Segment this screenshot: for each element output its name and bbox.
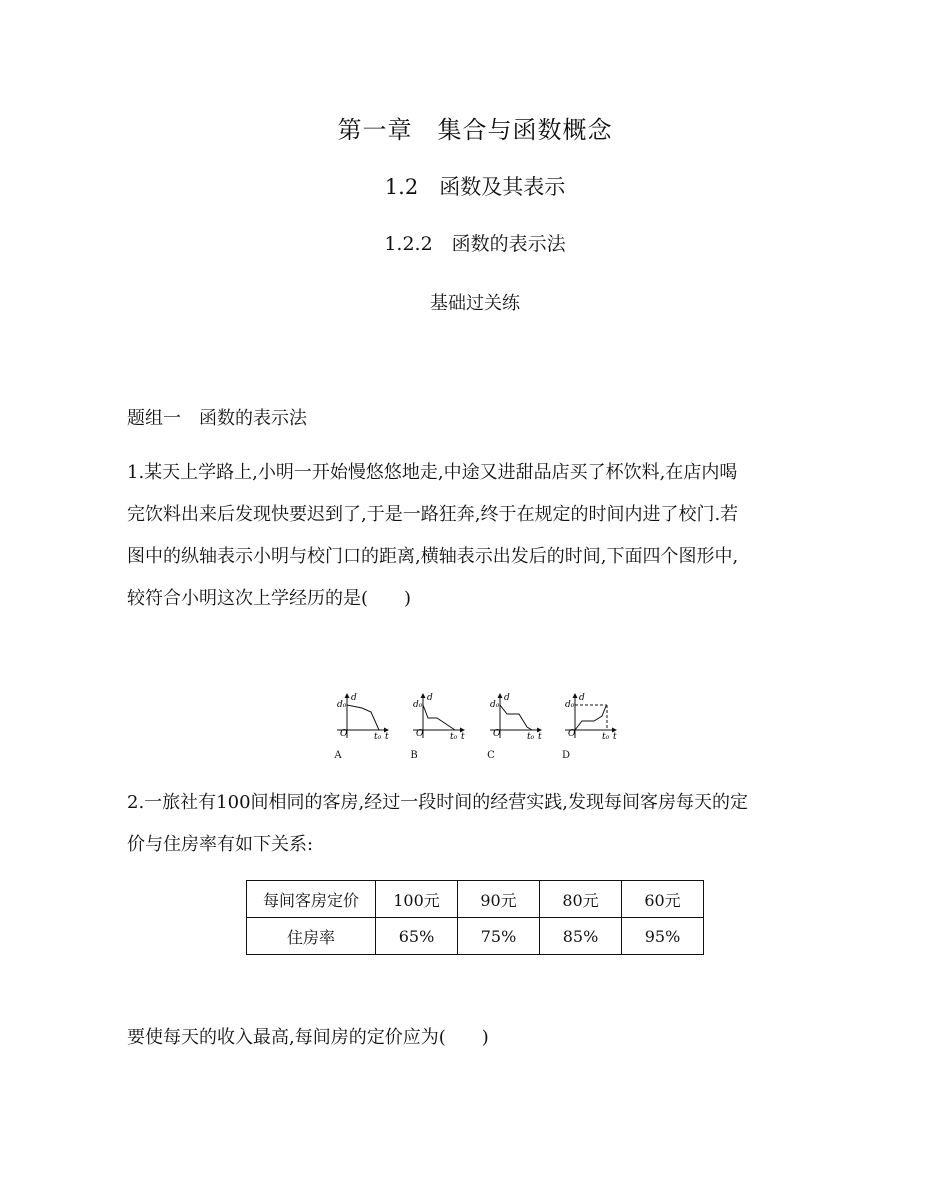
graph-option-a <box>334 690 398 770</box>
option-label-a: A <box>334 750 342 761</box>
d0-label: d₀ <box>337 700 347 710</box>
table-cell: 85% <box>540 918 622 955</box>
t-axis-label: t <box>461 732 465 742</box>
graph-d-plot <box>562 690 626 740</box>
chapter-title: 第一章 集合与函数概念 <box>337 116 613 144</box>
t0-label: t₀ <box>527 732 535 742</box>
table-cell: 95% <box>622 918 704 955</box>
question-2-text <box>127 782 827 866</box>
question-1-line: 较符合小明这次上学经历的是( ) <box>127 588 412 609</box>
table-cell: 65% <box>376 918 458 955</box>
question-1-line: 完饮料出来后发现快要迟到了,于是一路狂奔,终于在规定的时间内进了校门.若 <box>127 504 739 525</box>
graph-b-plot <box>410 690 474 740</box>
t0-label: t₀ <box>374 732 382 742</box>
question-2-prompt: 要使每天的收入最高,每间房的定价应为( ) <box>127 1027 489 1048</box>
option-label-c: C <box>487 750 495 761</box>
graph-option-c <box>487 690 551 770</box>
t-axis-label: t <box>385 732 389 742</box>
graph-c-plot <box>487 690 551 740</box>
d-axis-label: d <box>579 693 585 703</box>
origin-label: O <box>340 729 348 739</box>
question-2-line: 2.一旅社有100间相同的客房,经过一段时间的经营实践,发现每间客房每天的定 <box>127 792 748 813</box>
question-2-line: 价与住房率有如下关系: <box>127 834 314 855</box>
section-title: 1.2 函数及其表示 <box>384 175 566 199</box>
t-axis-label: t <box>538 732 542 742</box>
question-1-line: 1.某天上学路上,小明一开始慢悠悠地走,中途又进甜品店买了杯饮料,在店内喝 <box>127 462 738 483</box>
graph-option-b <box>410 690 474 770</box>
table-cell: 75% <box>458 918 540 955</box>
practice-title: 基础过关练 <box>430 293 520 314</box>
table-cell: 100元 <box>376 881 458 918</box>
table-cell: 住房率 <box>247 918 376 955</box>
d0-label: d₀ <box>413 700 423 710</box>
question-group-title: 题组一 函数的表示法 <box>127 408 307 429</box>
subsection-title: 1.2.2 函数的表示法 <box>384 233 566 255</box>
d-axis-label: d <box>427 693 433 703</box>
table-cell: 每间客房定价 <box>247 881 376 918</box>
d0-label: d₀ <box>490 700 500 710</box>
t0-label: t₀ <box>450 732 458 742</box>
table-cell: 60元 <box>622 881 704 918</box>
t-axis-label: t <box>613 732 617 742</box>
t0-label: t₀ <box>602 732 610 742</box>
origin-label: O <box>416 729 424 739</box>
option-label-b: B <box>410 750 418 761</box>
origin-label: O <box>568 729 576 739</box>
table-row <box>247 918 704 955</box>
d0-label: d₀ <box>565 700 575 710</box>
option-label-d: D <box>562 750 571 761</box>
graph-option-d <box>562 690 626 770</box>
table-row <box>247 881 704 918</box>
question-1-text <box>127 452 827 620</box>
origin-label: O <box>493 729 501 739</box>
table-cell: 90元 <box>458 881 540 918</box>
price-occupancy-table <box>246 880 704 955</box>
d-axis-label: d <box>351 693 357 703</box>
table-cell: 80元 <box>540 881 622 918</box>
d-axis-label: d <box>504 693 510 703</box>
question-1-line: 图中的纵轴表示小明与校门口的距离,横轴表示出发后的时间,下面四个图形中, <box>127 546 739 567</box>
graph-a-plot <box>334 690 398 740</box>
